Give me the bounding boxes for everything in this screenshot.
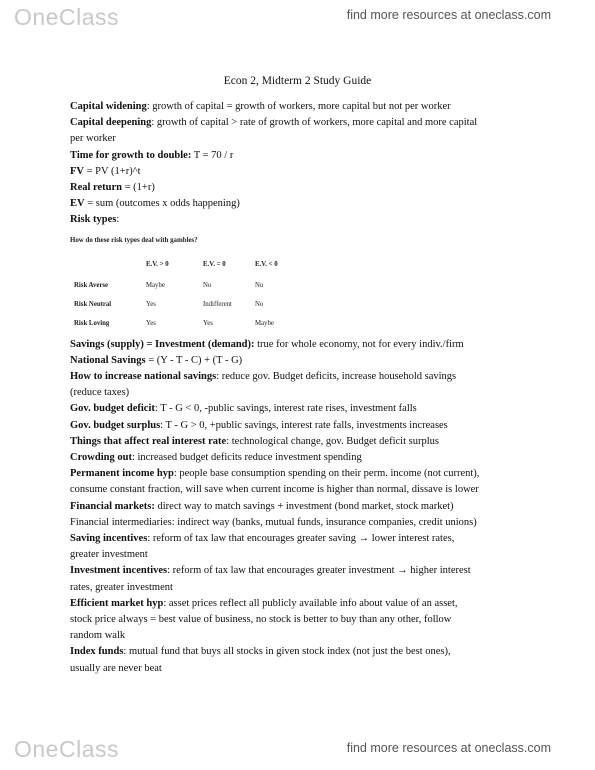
note-line: Capital widening: growth of capital = growth of workers, more capital but not per worker <box>70 101 451 112</box>
note-line: National Savings = (Y - T - C) + (T - G) <box>70 354 243 366</box>
risk-table-question: How do these risk types deal with gambles? <box>70 236 198 244</box>
note-line: rates, greater investment <box>70 581 173 593</box>
oneclass-logo[interactable]: OneClass <box>14 4 119 30</box>
table-cell: Yes <box>146 319 156 327</box>
column-header: E.V. < 0 <box>255 260 278 268</box>
note-line: Gov. budget deficit: T - G < 0, -public savings, interest rate rises, investment falls <box>70 403 417 415</box>
document-title: Econ 2, Midterm 2 Study Guide <box>223 75 372 87</box>
note-line: FV = PV (1+r)^t <box>70 165 141 177</box>
table-cell: No <box>203 281 212 289</box>
note-line: Savings (supply) = Investment (demand): true for whole economy, not for every indiv./firm <box>70 338 464 350</box>
note-line: random walk <box>70 630 126 642</box>
note-line: Capital deepening: growth of capital > rate of growth of workers, more capital and more capital <box>70 117 478 129</box>
note-line: Index funds: mutual fund that buys all stocks in given stock index (not just the best ones), <box>70 646 451 658</box>
note-line: Gov. budget surplus: T - G > 0, +public savings, interest rate falls, investments increases <box>70 419 448 431</box>
note-line: Financial intermediaries: indirect way (banks, mutual funds, insurance companies, credit unions) <box>70 516 477 528</box>
page-header <box>0 0 595 36</box>
column-header: E.V. = 0 <box>203 260 226 268</box>
note-line: Real return = (1+r) <box>70 182 155 194</box>
note-line: How to increase national savings: reduce gov. Budget deficits, increase household savings <box>70 371 457 383</box>
row-label: Risk Averse <box>74 281 109 289</box>
note-line: Financial markets: direct way to match savings + investment (bond market, stock market) <box>70 500 454 512</box>
note-line: Efficient market hyp: asset prices reflect all publicly available info about value of an asset, <box>70 597 458 609</box>
note-line: stock price always = best value of business, no stock is better to buy than any other, follow <box>70 614 452 626</box>
note-line: Saving incentives: reform of tax law that encourages greater saving → lower interest rates, <box>70 533 455 545</box>
find-resources-link[interactable]: find more resources at oneclass.com <box>346 8 551 22</box>
note-line: (reduce taxes) <box>70 387 130 399</box>
note-line: EV = sum (outcomes x odds happening) <box>70 198 240 210</box>
table-cell: Maybe <box>146 281 165 289</box>
note-line: per worker <box>70 133 116 145</box>
note-line: Things that affect real interest rate: technological change, gov. Budget deficit surplus <box>70 435 439 447</box>
note-line: Crowding out: increased budget deficits reduce investment spending <box>70 452 362 464</box>
find-resources-link-footer[interactable]: find more resources at oneclass.com <box>346 741 551 755</box>
note-line: greater investment <box>70 549 148 561</box>
table-cell: Indifferent <box>203 300 232 308</box>
note-line: usually are never beat <box>70 662 162 674</box>
table-cell: No <box>255 300 264 308</box>
table-cell: Yes <box>146 300 156 308</box>
row-label: Risk Neutral <box>74 300 112 308</box>
note-line: Risk types: <box>70 214 120 226</box>
note-line: consume constant fraction, will save when current income is higher than normal, dissave is lower <box>70 484 479 496</box>
risk-types-table <box>70 233 540 327</box>
table-cell: No <box>255 281 264 289</box>
note-line: Investment incentives: reform of tax law that encourages greater investment → higher interest <box>70 565 471 577</box>
table-cell: Yes <box>203 319 213 327</box>
oneclass-logo-footer[interactable]: OneClass <box>14 736 119 762</box>
note-line: Permanent income hyp: people base consumption spending on their perm. income (not current), <box>70 468 480 480</box>
column-header: E.V. > 0 <box>146 260 169 268</box>
study-guide-body <box>70 99 540 677</box>
note-line: Time for growth to double: T = 70 / r <box>70 149 234 161</box>
table-cell: Maybe <box>255 319 274 327</box>
row-label: Risk Loving <box>74 319 110 327</box>
